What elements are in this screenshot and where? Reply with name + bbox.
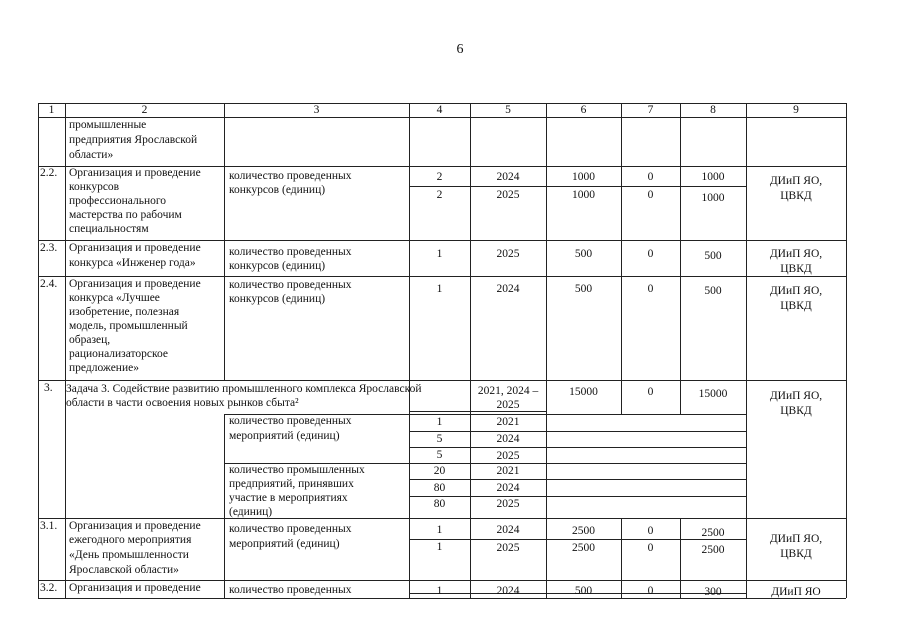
row-name: изобретение, полезная xyxy=(69,306,180,318)
row-name: специальностям xyxy=(69,223,149,235)
row-divider xyxy=(38,240,846,241)
row-name: промышленные xyxy=(69,119,147,131)
cell-value: 500 xyxy=(574,585,593,597)
task-title: Задача 3. Содействие развитию промышленного комплекса Ярославской xyxy=(66,383,422,395)
row-divider xyxy=(409,479,746,480)
indicator: количество проведенных xyxy=(229,523,352,535)
cell-value: 300 xyxy=(704,586,722,598)
row-name: конкурсов xyxy=(69,181,120,193)
executor: ДИиП ЯО, xyxy=(769,285,823,297)
cell-value: 2 xyxy=(436,189,443,201)
row-number: 3.1. xyxy=(40,520,58,532)
cell-value: 1 xyxy=(436,283,443,295)
task-title: области в части освоения новых рынков сбыта² xyxy=(66,397,299,409)
executor: ДИиП ЯО, xyxy=(769,175,823,187)
indicator: количество промышленных xyxy=(229,464,365,476)
row-divider xyxy=(409,447,746,448)
col-header: 7 xyxy=(647,104,654,116)
indicator: количество проведенных xyxy=(229,170,352,182)
row-name: ежегодного мероприятия xyxy=(69,534,192,546)
indicator: конкурсов (единиц) xyxy=(229,184,326,196)
cell-value: 2024 xyxy=(496,482,520,494)
col-divider xyxy=(224,103,225,381)
cell-value: 1000 xyxy=(701,171,725,183)
cell-value: 0 xyxy=(647,189,654,201)
cell-value: 1000 xyxy=(572,189,595,201)
row-name: мастерства по рабочим xyxy=(69,209,182,221)
executor: ЦВКД xyxy=(780,190,812,202)
indicator: мероприятий (единиц) xyxy=(229,430,340,442)
row-divider xyxy=(409,431,746,432)
indicator: (единиц) xyxy=(229,506,273,518)
cell-value: 2025 xyxy=(496,498,520,510)
header-bottom xyxy=(38,117,846,118)
row-number: 2.3. xyxy=(40,242,58,254)
cell-value: 80 xyxy=(433,482,446,494)
cell-value: 2021 xyxy=(496,465,520,477)
cell-value: 2024 xyxy=(496,283,520,295)
cell-value: 2025 xyxy=(496,450,520,462)
cell-value: 1 xyxy=(436,585,443,597)
cell-value: 1000 xyxy=(572,171,595,183)
row-name: «День промышленности xyxy=(69,549,189,561)
col-header: 5 xyxy=(505,104,511,116)
cell-value: 2024 xyxy=(496,433,520,445)
cell-value: 500 xyxy=(704,250,722,262)
cell-value: 1 xyxy=(436,416,443,428)
row-name: профессионального xyxy=(69,195,167,207)
indicator: конкурсов (единиц) xyxy=(229,260,326,272)
row-number: 2.2. xyxy=(40,167,58,179)
row-name: предприятия Ярославской xyxy=(69,134,198,146)
executor: ЦВКД xyxy=(780,405,812,417)
executor: ЦВКД xyxy=(780,263,812,275)
row-name: рационализаторское xyxy=(69,348,168,360)
indicator: мероприятий (единиц) xyxy=(229,538,340,550)
cell-value: 2500 xyxy=(701,527,725,539)
cell-value: 2021, 2024 – xyxy=(477,385,539,397)
cell-value: 5 xyxy=(436,449,443,461)
row-name: Ярославской области» xyxy=(69,564,179,576)
cell-value: 2024 xyxy=(496,524,520,536)
executor: ДИиП ЯО xyxy=(771,586,821,598)
col-header: 6 xyxy=(580,104,587,116)
cell-value: 2025 xyxy=(496,248,520,260)
indicator: количество проведенных xyxy=(229,415,352,427)
cell-value: 2025 xyxy=(496,542,520,554)
cell-value: 0 xyxy=(647,283,654,295)
cell-value: 2025 xyxy=(496,189,520,201)
row-divider xyxy=(409,496,746,497)
row-divider xyxy=(38,580,846,581)
col-divider xyxy=(65,103,66,598)
row-divider xyxy=(38,518,846,519)
row-name: предложение» xyxy=(69,362,139,374)
table-border-right xyxy=(846,103,847,598)
indicator: количество проведенных xyxy=(229,279,352,291)
indicator: количество проведенных xyxy=(229,584,352,596)
cell-value: 1000 xyxy=(701,192,725,204)
executor: ДИиП ЯО, xyxy=(769,248,823,260)
col-header: 2 xyxy=(141,104,148,116)
row-name: Организация и проведение xyxy=(69,278,201,290)
row-name: Организация и проведение xyxy=(69,167,201,179)
cell-value: 2500 xyxy=(572,542,595,554)
row-name: модель, промышленный xyxy=(69,320,188,332)
row-number: 3.2. xyxy=(40,582,58,594)
executor: ДИиП ЯО, xyxy=(769,390,823,402)
row-name: образец, xyxy=(69,334,111,346)
indicator: предприятий, принявших xyxy=(229,478,354,490)
col-header: 1 xyxy=(48,104,55,116)
col-header: 9 xyxy=(793,104,799,116)
cell-value: 15000 xyxy=(698,388,728,400)
cell-value: 2024 xyxy=(496,171,520,183)
row-name: Организация и проведение xyxy=(69,582,201,594)
row-name: конкурса «Инженер года» xyxy=(69,257,196,269)
cell-value: 0 xyxy=(647,525,654,537)
cell-value: 2021 xyxy=(496,416,520,428)
page-number: 6 xyxy=(456,42,464,57)
executor: ДИиП ЯО, xyxy=(769,533,823,545)
row-divider xyxy=(38,276,846,277)
cell-value: 0 xyxy=(647,171,654,183)
row-name: Организация и проведение xyxy=(69,242,201,254)
row-name: области» xyxy=(69,149,114,161)
cell-value: 500 xyxy=(704,285,722,297)
cell-value: 0 xyxy=(647,386,654,398)
executor: ЦВКД xyxy=(780,300,812,312)
table-border-left xyxy=(38,103,39,598)
cell-value: 15000 xyxy=(569,386,598,398)
cell-value: 1 xyxy=(436,541,443,553)
cell-value: 5 xyxy=(436,433,443,445)
col-divider xyxy=(224,414,225,598)
indicator: участие в мероприятиях xyxy=(229,492,348,504)
cell-value: 2500 xyxy=(572,525,595,537)
cell-value: 2024 xyxy=(496,585,520,597)
cell-value: 2025 xyxy=(496,399,520,411)
indicator: конкурсов (единиц) xyxy=(229,293,326,305)
cell-value: 1 xyxy=(436,248,443,260)
cell-value: 0 xyxy=(647,248,654,260)
cell-value: 0 xyxy=(647,585,654,597)
cell-value: 500 xyxy=(574,283,593,295)
row-divider xyxy=(38,380,846,381)
indicator: количество проведенных xyxy=(229,246,352,258)
row-name: конкурса «Лучшее xyxy=(69,292,160,304)
executor: ЦВКД xyxy=(780,548,812,560)
row-number: 3. xyxy=(44,382,53,394)
col-header: 4 xyxy=(436,104,443,116)
cell-value: 500 xyxy=(574,248,593,260)
row-name: Организация и проведение xyxy=(69,520,201,532)
cell-value: 0 xyxy=(647,542,654,554)
cell-value: 20 xyxy=(433,465,446,477)
col-header: 8 xyxy=(710,104,716,116)
cell-value: 80 xyxy=(433,498,446,510)
cell-value: 2500 xyxy=(701,544,725,556)
row-divider xyxy=(409,186,746,187)
col-header: 3 xyxy=(313,104,320,116)
cell-value: 1 xyxy=(436,524,443,536)
row-number: 2.4. xyxy=(40,278,58,290)
cell-value: 2 xyxy=(436,171,443,183)
